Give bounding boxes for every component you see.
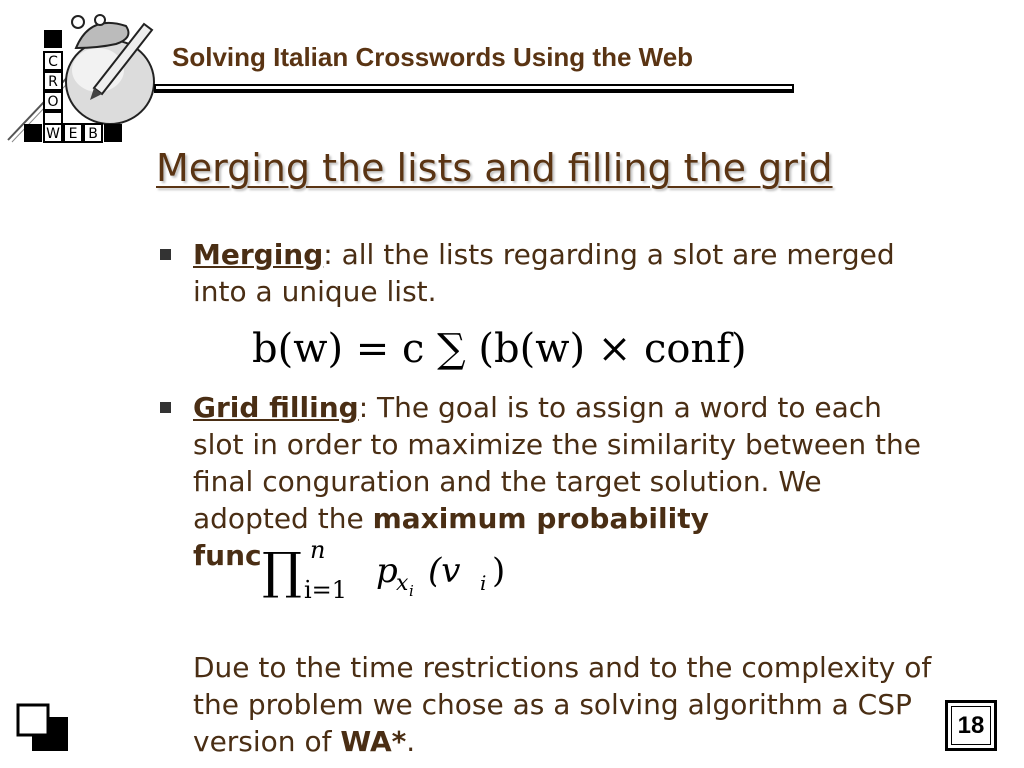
bullet-bold-phrase: maximum probability	[372, 502, 709, 535]
product-lower-limit: i=1	[304, 576, 348, 604]
probability-formula	[260, 532, 520, 604]
probability-sub: x	[396, 571, 409, 596]
product-upper-limit: n	[310, 536, 326, 564]
header-divider-inner	[156, 86, 792, 89]
merge-formula-text: b(w) = c ∑ (b(w) × conf)	[252, 326, 747, 372]
logo-letter-b: B	[88, 126, 98, 142]
bullet-text: : all the lists regarding a slot are merged into a unique list.	[193, 238, 895, 308]
logo-letter-r: R	[48, 74, 58, 90]
note-end: .	[406, 725, 416, 758]
page-number: 18	[951, 706, 991, 745]
probability-sub-sub: i	[409, 582, 414, 600]
presentation-title: Solving Italian Crosswords Using the Web	[172, 42, 694, 72]
product-operator: ∏	[262, 542, 302, 600]
bullet-merging	[193, 236, 913, 310]
probability-arg: (v	[428, 551, 461, 591]
probability-var: p	[376, 551, 398, 591]
logo-letter-o: O	[47, 94, 59, 110]
logo-letter-e: E	[68, 126, 78, 142]
bullet-marker	[160, 249, 171, 260]
probability-arg-sub: i	[480, 571, 487, 595]
page-number-box	[945, 700, 997, 751]
logo-letter-w: W	[46, 126, 60, 142]
crossword-mascot-logo	[6, 8, 156, 150]
solving-algorithm-note	[193, 649, 933, 760]
bullet-keyword: Grid filling	[193, 391, 359, 424]
probability-close: )	[492, 551, 506, 591]
bullet-keyword: Merging	[193, 238, 324, 271]
bullet-grid-filling	[193, 389, 928, 537]
logo-letter-c: C	[48, 54, 58, 70]
overlapping-squares-icon	[16, 703, 70, 753]
bullet-marker	[160, 402, 171, 413]
note-bold: WA*	[340, 725, 407, 758]
note-text: Due to the time restrictions and to the complexity of the problem we chose as a solving algorithm a CSP version of	[193, 651, 932, 758]
slide-title: Merging the lists and filling the grid	[156, 146, 833, 190]
bullet-text: : The goal is to assign a word to each slot in order to maximize the similarity between the final conguration and the target solution. We adopted the	[193, 391, 921, 535]
bullet-occluded-text: func	[193, 539, 262, 572]
merge-formula	[248, 318, 838, 378]
